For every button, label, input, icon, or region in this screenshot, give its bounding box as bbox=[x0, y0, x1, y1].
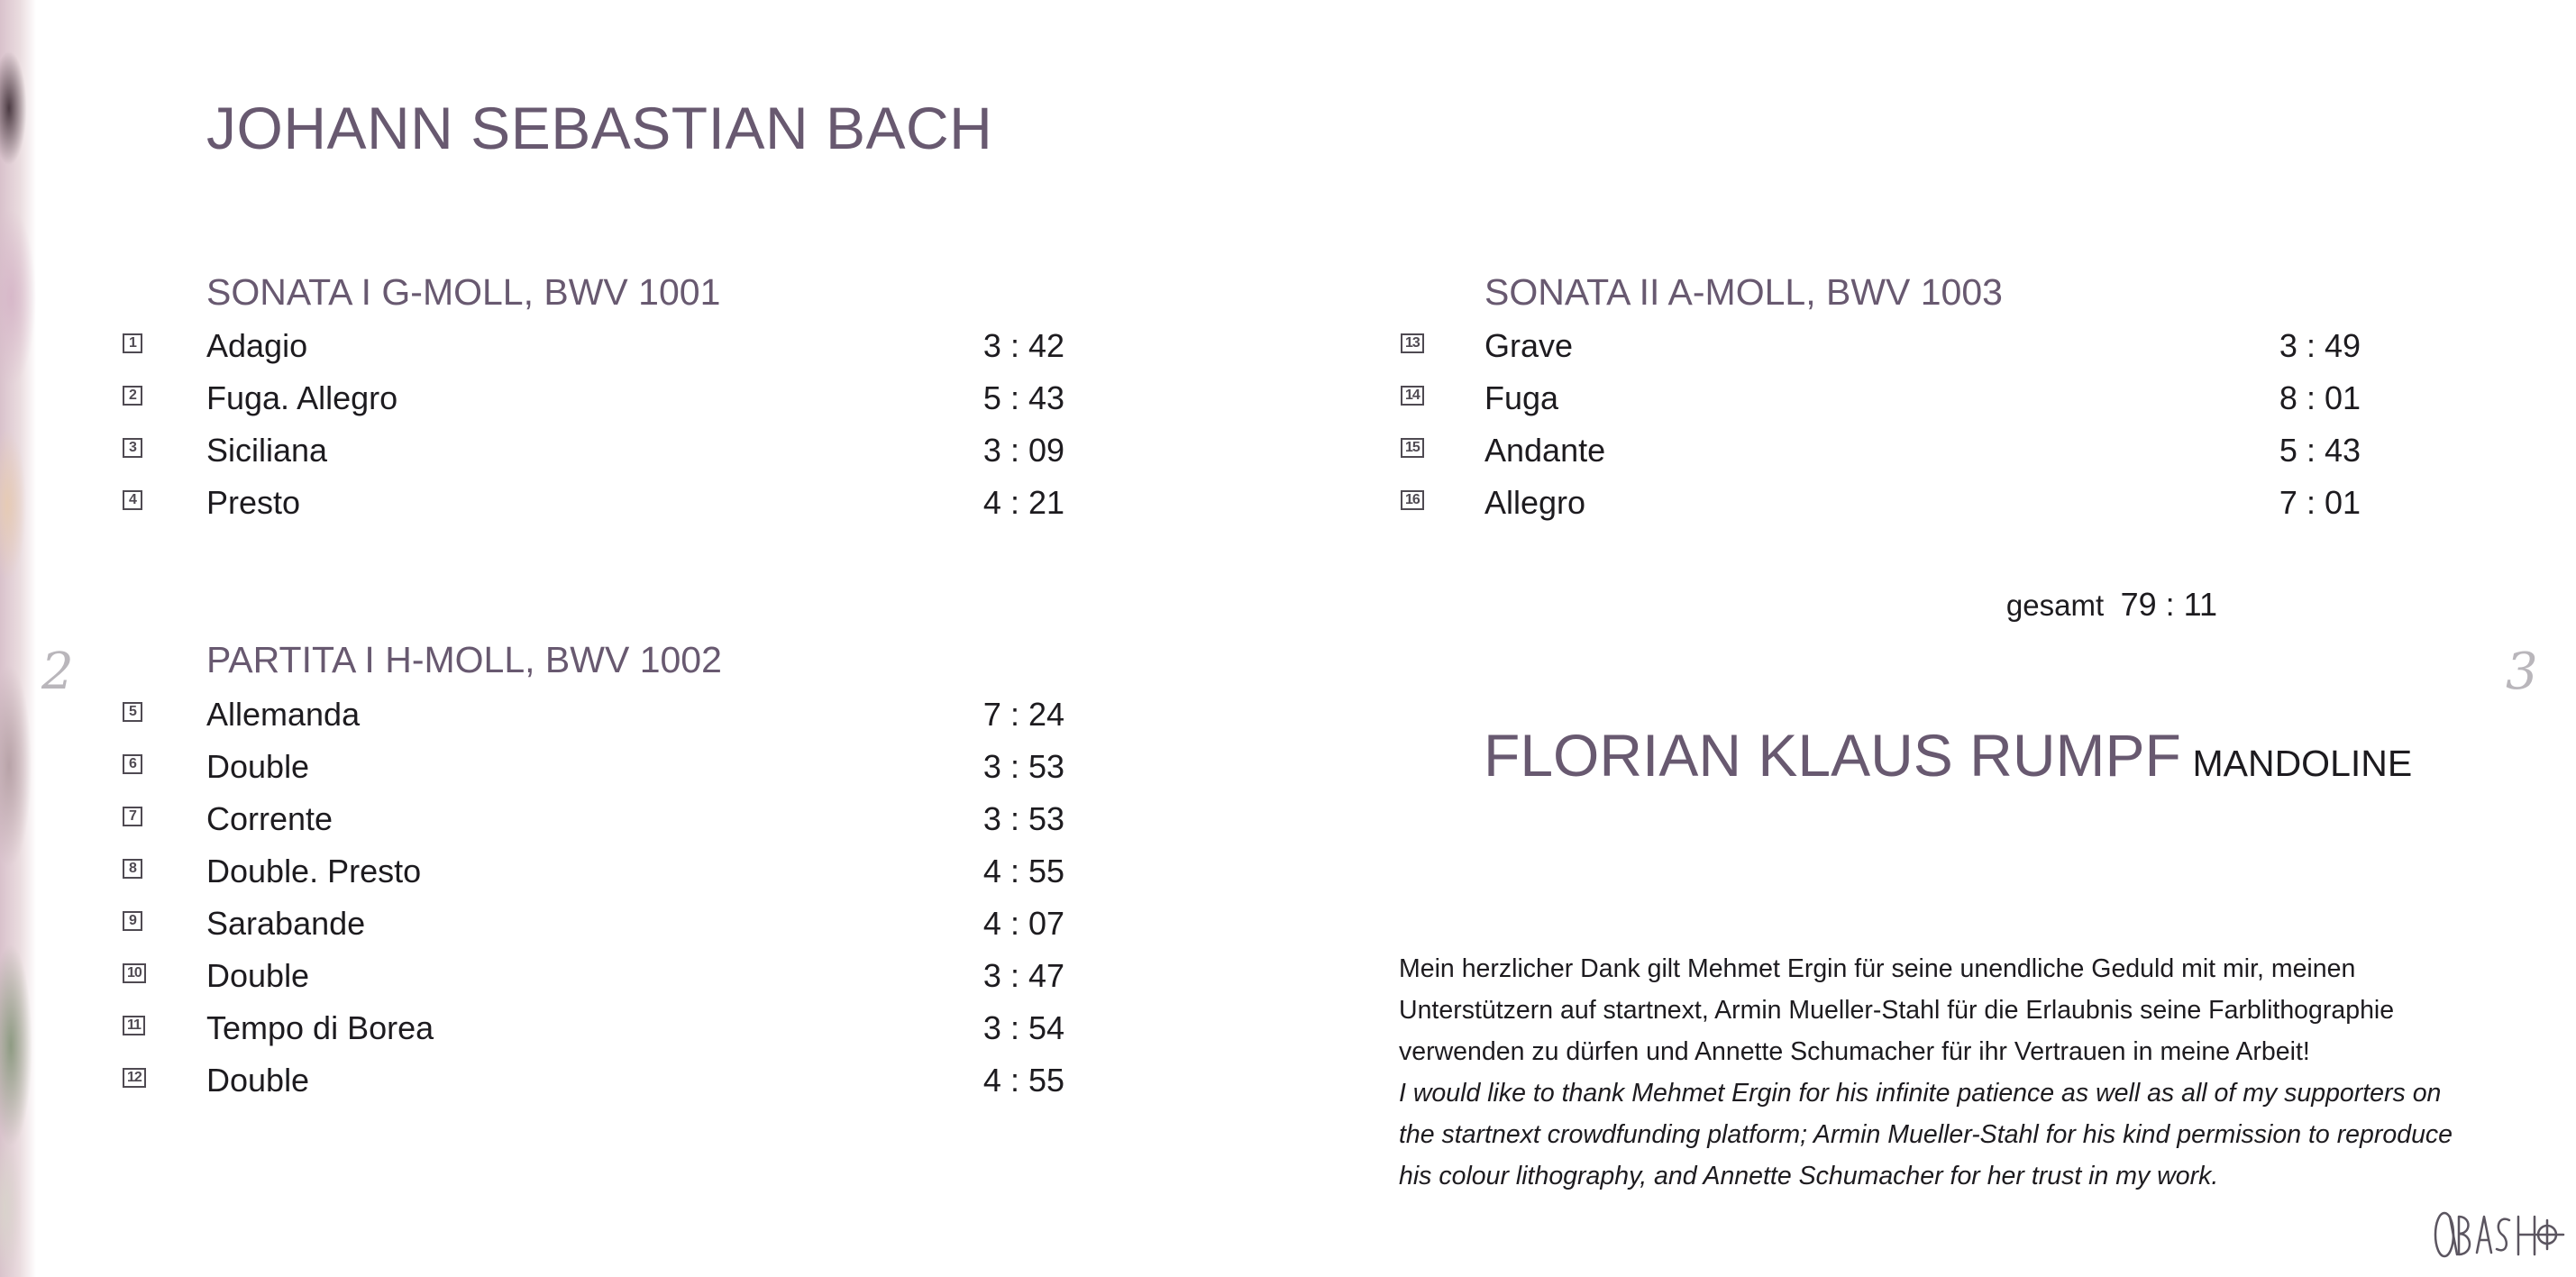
track-duration: 7 : 01 bbox=[2279, 484, 2361, 521]
track-title: Andante bbox=[1484, 432, 1606, 469]
track-duration: 4 : 07 bbox=[982, 905, 1064, 942]
track-title: Presto bbox=[206, 484, 301, 521]
acknowledgements-german: Mein herzlicher Dank gilt Mehmet Ergin für seine unendliche Geduld mit mir, meinen Unterstützern auf startnext, Armin Mueller-Stahl für die Erlaubnis seine Farblithographie verwenden zu dürfen und Annette Schumacher für ihr Vertrauen in meine Arbeit! bbox=[1399, 954, 2395, 1066]
track-title: Double bbox=[206, 748, 310, 785]
track-duration: 5 : 43 bbox=[982, 379, 1064, 416]
track-title: Double bbox=[206, 1062, 310, 1099]
track-number-badge: 10 bbox=[123, 963, 146, 983]
track-number-badge: 14 bbox=[1401, 386, 1424, 406]
track-number-badge: 5 bbox=[123, 702, 142, 722]
track-title: Fuga. Allegro bbox=[206, 379, 398, 416]
track-number-badge: 12 bbox=[123, 1068, 146, 1088]
page-number-right: 3 bbox=[2506, 643, 2538, 701]
track-number-badge: 13 bbox=[1401, 333, 1424, 353]
performer-instrument: MANDOLINE bbox=[2192, 743, 2413, 784]
track-duration: 8 : 01 bbox=[2279, 379, 2361, 416]
total-value: 79 : 11 bbox=[2120, 586, 2217, 623]
cover-art-edge bbox=[0, 0, 36, 1277]
track-duration: 4 : 55 bbox=[982, 1062, 1064, 1099]
track-number-badge: 1 bbox=[123, 333, 142, 353]
track-number-badge: 16 bbox=[1401, 490, 1424, 510]
track-title: Tempo di Borea bbox=[206, 1009, 434, 1046]
track-duration: 3 : 54 bbox=[982, 1009, 1064, 1046]
track-title: Double. Presto bbox=[206, 853, 422, 889]
acknowledgements-english: I would like to thank Mehmet Ergin for his infinite patience as well as all of my supporters on the startnext crowdfunding platform; Armin Mueller-Stahl for his kind permission to reproduce his colour lithography, and Annette Schumacher for her trust in my work. bbox=[1399, 1079, 2453, 1190]
track-title: Corrente bbox=[206, 800, 333, 837]
track-title: Allegro bbox=[1484, 484, 1586, 521]
track-duration: 4 : 21 bbox=[982, 484, 1064, 521]
track-number-badge: 3 bbox=[123, 438, 142, 458]
performer-name: FLORIAN KLAUS RUMPF bbox=[1484, 722, 2181, 789]
track-duration: 7 : 24 bbox=[982, 696, 1064, 733]
track-duration: 3 : 53 bbox=[982, 748, 1064, 785]
work-title: PARTITA I H-MOLL, BWV 1002 bbox=[206, 639, 722, 680]
track-title: Sarabande bbox=[206, 905, 366, 942]
track-title: Grave bbox=[1484, 327, 1574, 364]
track-number-badge: 2 bbox=[123, 386, 142, 406]
total-duration bbox=[1893, 586, 2217, 624]
track-title: Double bbox=[206, 957, 310, 994]
track-number-badge: 7 bbox=[123, 807, 142, 826]
track-duration: 4 : 55 bbox=[982, 853, 1064, 889]
page-number-left: 2 bbox=[41, 643, 74, 701]
track-duration: 5 : 43 bbox=[2279, 432, 2361, 469]
track-number-badge: 11 bbox=[123, 1016, 145, 1035]
acknowledgements bbox=[1399, 948, 2453, 1197]
record-label-logo-icon bbox=[2430, 1208, 2565, 1262]
track-number-badge: 6 bbox=[123, 754, 142, 774]
work-title: SONATA II A-MOLL, BWV 1003 bbox=[1484, 271, 2003, 313]
track-title: Fuga bbox=[1484, 379, 1559, 416]
track-title: Siciliana bbox=[206, 432, 328, 469]
performer bbox=[1484, 721, 2412, 789]
track-title: Allemanda bbox=[206, 696, 361, 733]
composer-title: JOHANN SEBASTIAN BACH bbox=[206, 95, 993, 161]
track-number-badge: 8 bbox=[123, 859, 142, 879]
track-title: Adagio bbox=[206, 327, 308, 364]
track-duration: 3 : 09 bbox=[982, 432, 1064, 469]
track-duration: 3 : 49 bbox=[2279, 327, 2361, 364]
track-number-badge: 15 bbox=[1401, 438, 1424, 458]
work-title: SONATA I G-MOLL, BWV 1001 bbox=[206, 271, 721, 313]
track-duration: 3 : 42 bbox=[982, 327, 1064, 364]
total-label: gesamt bbox=[2005, 588, 2105, 622]
track-duration: 3 : 53 bbox=[982, 800, 1064, 837]
track-number-badge: 9 bbox=[123, 911, 142, 931]
track-duration: 3 : 47 bbox=[982, 957, 1064, 994]
track-number-badge: 4 bbox=[123, 490, 142, 510]
